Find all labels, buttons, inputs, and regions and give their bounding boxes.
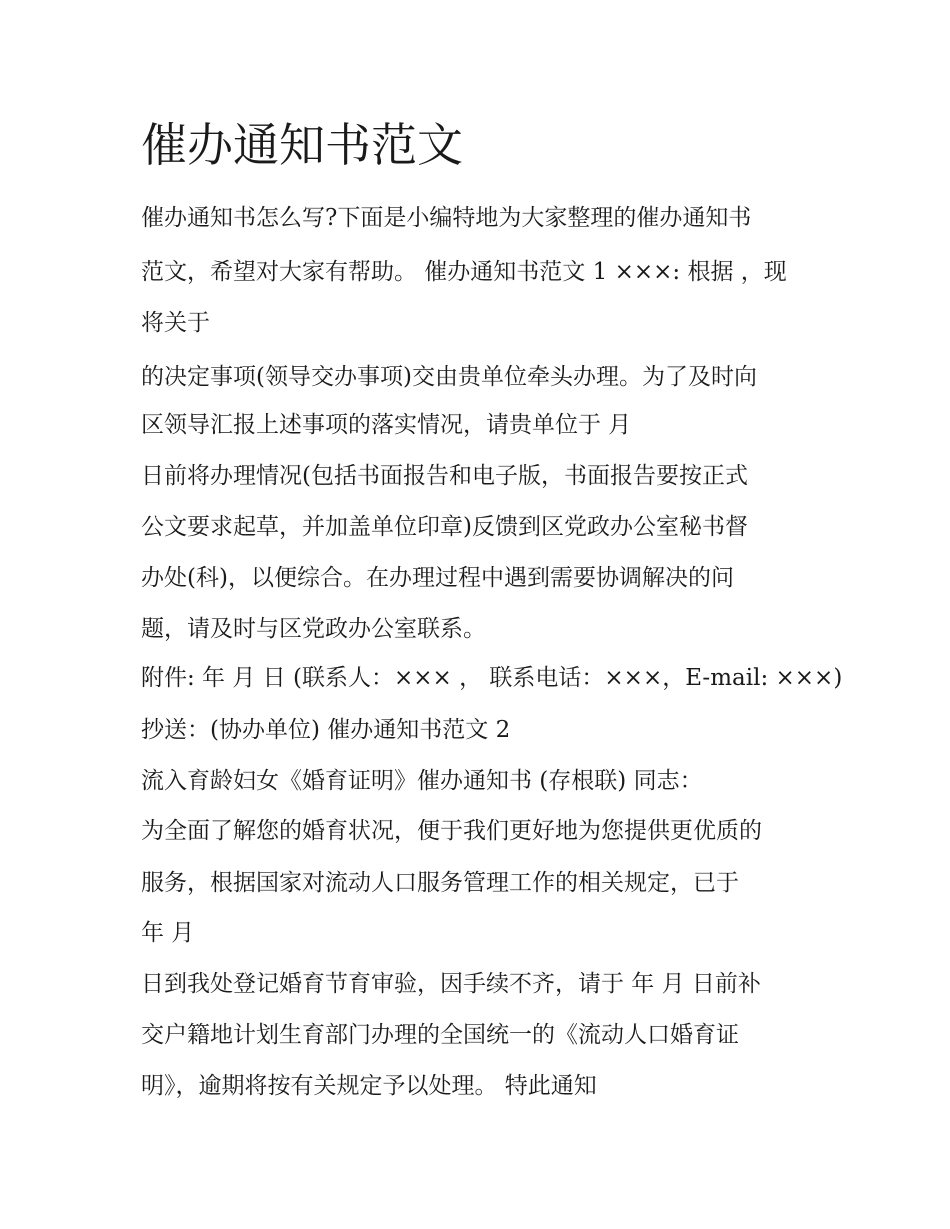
body-line: 将关于 xyxy=(141,310,210,336)
body-line: 明》，逾期将按有关规定予以处理。 特此通知 xyxy=(141,1073,597,1099)
body-line: 交户籍地计划生育部门办理的全国统一的《流动人口婚育证 xyxy=(141,1022,739,1048)
body-line: 催办通知书怎么写?下面是小编特地为大家整理的催办通知书 xyxy=(141,205,752,231)
body-line: 年 月 xyxy=(141,920,195,946)
body-line: 日到我处登记婚育节育审验，因手续不齐，请于 年 月 日前补 xyxy=(141,971,761,997)
body-line: 为全面了解您的婚育状况，便于我们更好地为您提供更优质的 xyxy=(141,818,762,844)
body-line: 流入育龄妇女《婚育证明》催办通知书 (存根联) 同志： xyxy=(141,768,703,794)
body-line: 办处(科)，以便综合。在办理过程中遇到需要协调解决的问 xyxy=(141,565,734,591)
body-line: 的决定事项(领导交办事项)交由贵单位牵头办理。为了及时向 xyxy=(141,364,757,390)
body-line: 附件: 年 月 日 (联系人：××× ， 联系电话：×××，E-mail: ×××) xyxy=(141,665,843,691)
body-line: 题，请及时与区党政办公室联系。 xyxy=(141,616,486,642)
body-line: 服务，根据国家对流动人口服务管理工作的相关规定，已于 xyxy=(141,870,739,896)
body-line: 公文要求起草，并加盖单位印章)反馈到区党政办公室秘书督 xyxy=(141,514,748,540)
body-line: 抄送：(协办单位) 催办通知书范文 2 xyxy=(141,717,511,743)
body-line: 范文，希望对大家有帮助。 催办通知书范文 1 ×××: 根据 ，现 xyxy=(141,259,787,285)
body-line: 日前将办理情况(包括书面报告和电子版，书面报告要按正式 xyxy=(141,463,748,489)
body-line: 区领导汇报上述事项的落实情况，请贵单位于 月 xyxy=(141,412,632,438)
document-title: 催办通知书范文 xyxy=(141,118,463,172)
